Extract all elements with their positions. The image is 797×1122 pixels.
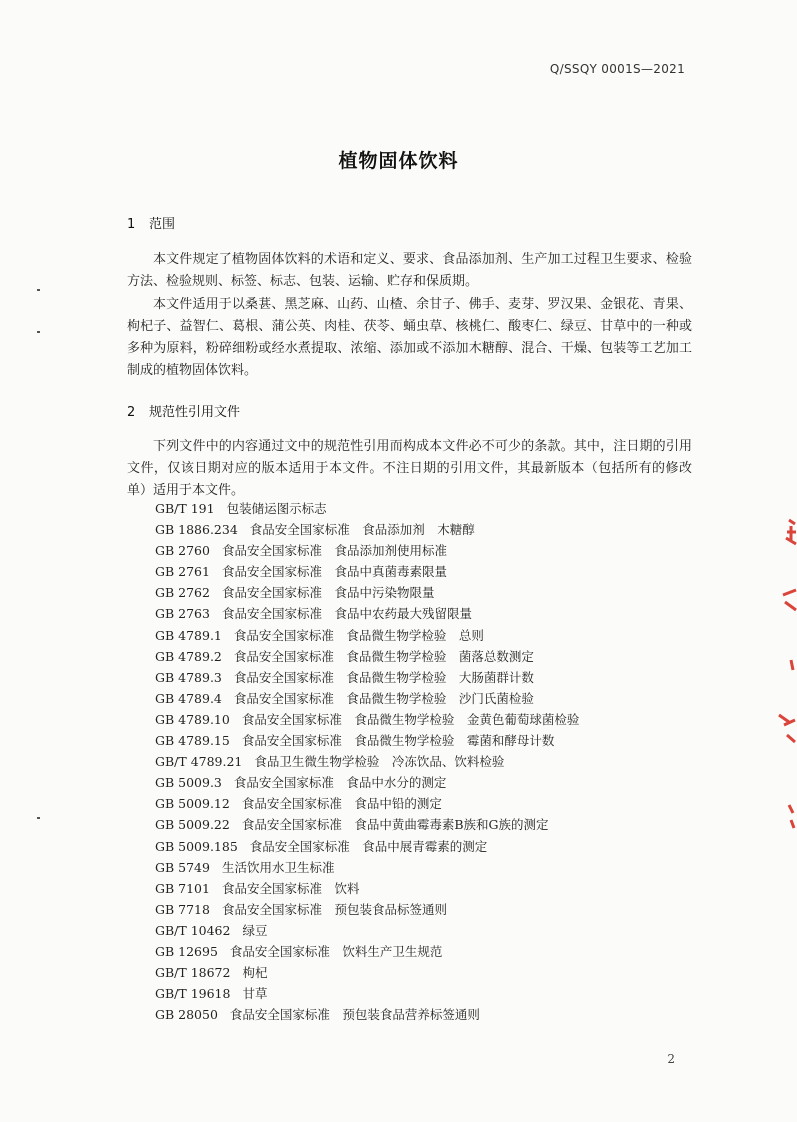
reference-list — [155, 498, 579, 1025]
reference-title: 食品安全国家标准 食品添加剂使用标准 — [221, 543, 447, 559]
reference-code: GB 4789.3 — [155, 669, 222, 685]
reference-item — [155, 688, 579, 709]
reference-item — [155, 772, 579, 793]
reference-item — [155, 983, 579, 1004]
reference-title: 食品安全国家标准 预包装食品标签通则 — [221, 901, 447, 917]
reference-code: GB/T 191 — [155, 501, 215, 516]
reference-code: GB 2760 — [155, 543, 210, 559]
reference-item — [155, 498, 579, 519]
reference-title: 枸杞 — [242, 965, 268, 981]
reference-title: 食品安全国家标准 饮料 — [221, 880, 360, 896]
reference-item — [155, 1004, 579, 1025]
seal-stamp-edge — [769, 510, 797, 840]
reference-item — [155, 857, 579, 878]
scope-paragraph-1: 本文件规定了植物固体饮料的术语和定义、要求、食品添加剂、生产加工过程卫生要求、检验方法、检验规则、标签、标志、包装、运输、贮存和保质期。 — [127, 252, 692, 289]
reference-title: 食品安全国家标准 食品中黄曲霉毒素B族和G族的测定 — [241, 817, 549, 833]
reference-item — [155, 646, 579, 667]
section-heading-normative-references — [127, 401, 240, 420]
reference-item — [155, 667, 579, 688]
reference-code: GB/T 19618 — [155, 986, 231, 1002]
page-number: 2 — [667, 1052, 675, 1066]
reference-item — [155, 582, 579, 603]
reference-code: GB 4789.2 — [155, 648, 222, 664]
reference-title: 食品安全国家标准 食品添加剂 木糖醇 — [249, 522, 475, 538]
section-number: 2 — [127, 405, 136, 420]
reference-title: 甘草 — [242, 986, 268, 1002]
section-title: 范围 — [149, 217, 176, 232]
reference-title: 绿豆 — [242, 922, 268, 938]
reference-title: 食品安全国家标准 食品微生物学检验 沙门氏菌检验 — [233, 690, 534, 706]
reference-code: GB 5009.12 — [155, 796, 230, 812]
reference-code: GB 5009.22 — [155, 817, 230, 833]
reference-code: GB 1886.234 — [155, 522, 238, 538]
reference-code: GB 5009.185 — [155, 838, 238, 854]
reference-title: 食品卫生微生物学检验 冷冻饮品、饮料检验 — [254, 754, 505, 770]
section-heading-scope — [127, 213, 175, 232]
reference-code: GB 28050 — [155, 1007, 218, 1023]
reference-title: 食品安全国家标准 食品微生物学检验 菌落总数测定 — [233, 648, 534, 664]
reference-title: 食品安全国家标准 食品中铅的测定 — [241, 796, 442, 812]
reference-item — [155, 540, 579, 561]
reference-item — [155, 625, 579, 646]
reference-title: 食品安全国家标准 食品中真菌毒素限量 — [221, 564, 447, 580]
document-title: 植物固体饮料 — [338, 150, 459, 172]
reference-title: 食品安全国家标准 食品中水分的测定 — [233, 775, 447, 791]
reference-item — [155, 709, 579, 730]
reference-item — [155, 920, 579, 941]
reference-code: GB/T 10462 — [155, 922, 231, 938]
scope-paragraph-2: 本文件适用于以桑葚、黑芝麻、山药、山楂、余甘子、佛手、麦芽、罗汉果、金银花、青果、枸杞子、益智仁、葛根、蒲公英、肉桂、茯苓、蛹虫草、核桃仁、酸枣仁、绿豆、甘草中的一种或多种为原料，粉碎细粉或经水煮提取、浓缩、添加或不添加木糖醇、混合、干燥、包装等工艺加工制成的植物固体饮料。 — [127, 297, 692, 378]
reference-title: 食品安全国家标准 食品中污染物限量 — [221, 585, 435, 601]
reference-item — [155, 730, 579, 751]
reference-item — [155, 603, 579, 624]
reference-item — [155, 878, 579, 899]
reference-code: GB 2763 — [155, 606, 210, 622]
reference-title: 生活饮用水卫生标准 — [221, 859, 335, 875]
document-code: Q/SSQY 0001S—2021 — [549, 62, 685, 76]
section-title: 规范性引用文件 — [149, 405, 241, 420]
reference-title: 食品安全国家标准 食品中农药最大残留限量 — [221, 606, 472, 622]
reference-title: 包装储运图示标志 — [226, 501, 327, 516]
reference-code: GB 5009.3 — [155, 775, 222, 791]
reference-item — [155, 561, 579, 582]
reference-title: 食品安全国家标准 食品中展青霉素的测定 — [249, 838, 488, 854]
reference-item — [155, 836, 579, 857]
reference-code: GB/T 4789.21 — [155, 754, 243, 770]
reference-item — [155, 962, 579, 983]
scan-speck — [37, 289, 40, 291]
references-intro-paragraph: 下列文件中的内容通过文中的规范性引用而构成本文件必不可少的条款。其中，注日期的引用文件，仅该日期对应的版本适用于本文件。不注日期的引用文件，其最新版本（包括所有的修改单）适用于本文件。 — [127, 439, 692, 498]
reference-item — [155, 899, 579, 920]
reference-code: GB 4789.1 — [155, 627, 222, 643]
reference-code: GB 4789.15 — [155, 733, 230, 749]
reference-title: 食品安全国家标准 食品微生物学检验 总则 — [233, 627, 484, 643]
reference-title: 食品安全国家标准 饮料生产卫生规范 — [229, 943, 443, 959]
reference-item — [155, 941, 579, 962]
reference-code: GB 2762 — [155, 585, 210, 601]
reference-item — [155, 814, 579, 835]
reference-code: GB 4789.4 — [155, 690, 222, 706]
reference-code: GB 5749 — [155, 859, 210, 875]
scan-speck — [37, 331, 40, 333]
reference-code: GB 7101 — [155, 880, 210, 896]
reference-title: 食品安全国家标准 食品微生物学检验 大肠菌群计数 — [233, 669, 534, 685]
reference-item — [155, 519, 579, 540]
section-number: 1 — [127, 217, 136, 232]
reference-code: GB/T 18672 — [155, 965, 231, 981]
scan-speck — [37, 817, 40, 819]
reference-code: GB 2761 — [155, 564, 210, 580]
reference-code: GB 12695 — [155, 943, 218, 959]
reference-item — [155, 751, 579, 772]
reference-code: GB 4789.10 — [155, 711, 230, 727]
reference-title: 食品安全国家标准 预包装食品营养标签通则 — [229, 1007, 480, 1023]
reference-code: GB 7718 — [155, 901, 210, 917]
reference-title: 食品安全国家标准 食品微生物学检验 霉菌和酵母计数 — [241, 733, 555, 749]
reference-item — [155, 793, 579, 814]
reference-title: 食品安全国家标准 食品微生物学检验 金黄色葡萄球菌检验 — [241, 711, 580, 727]
